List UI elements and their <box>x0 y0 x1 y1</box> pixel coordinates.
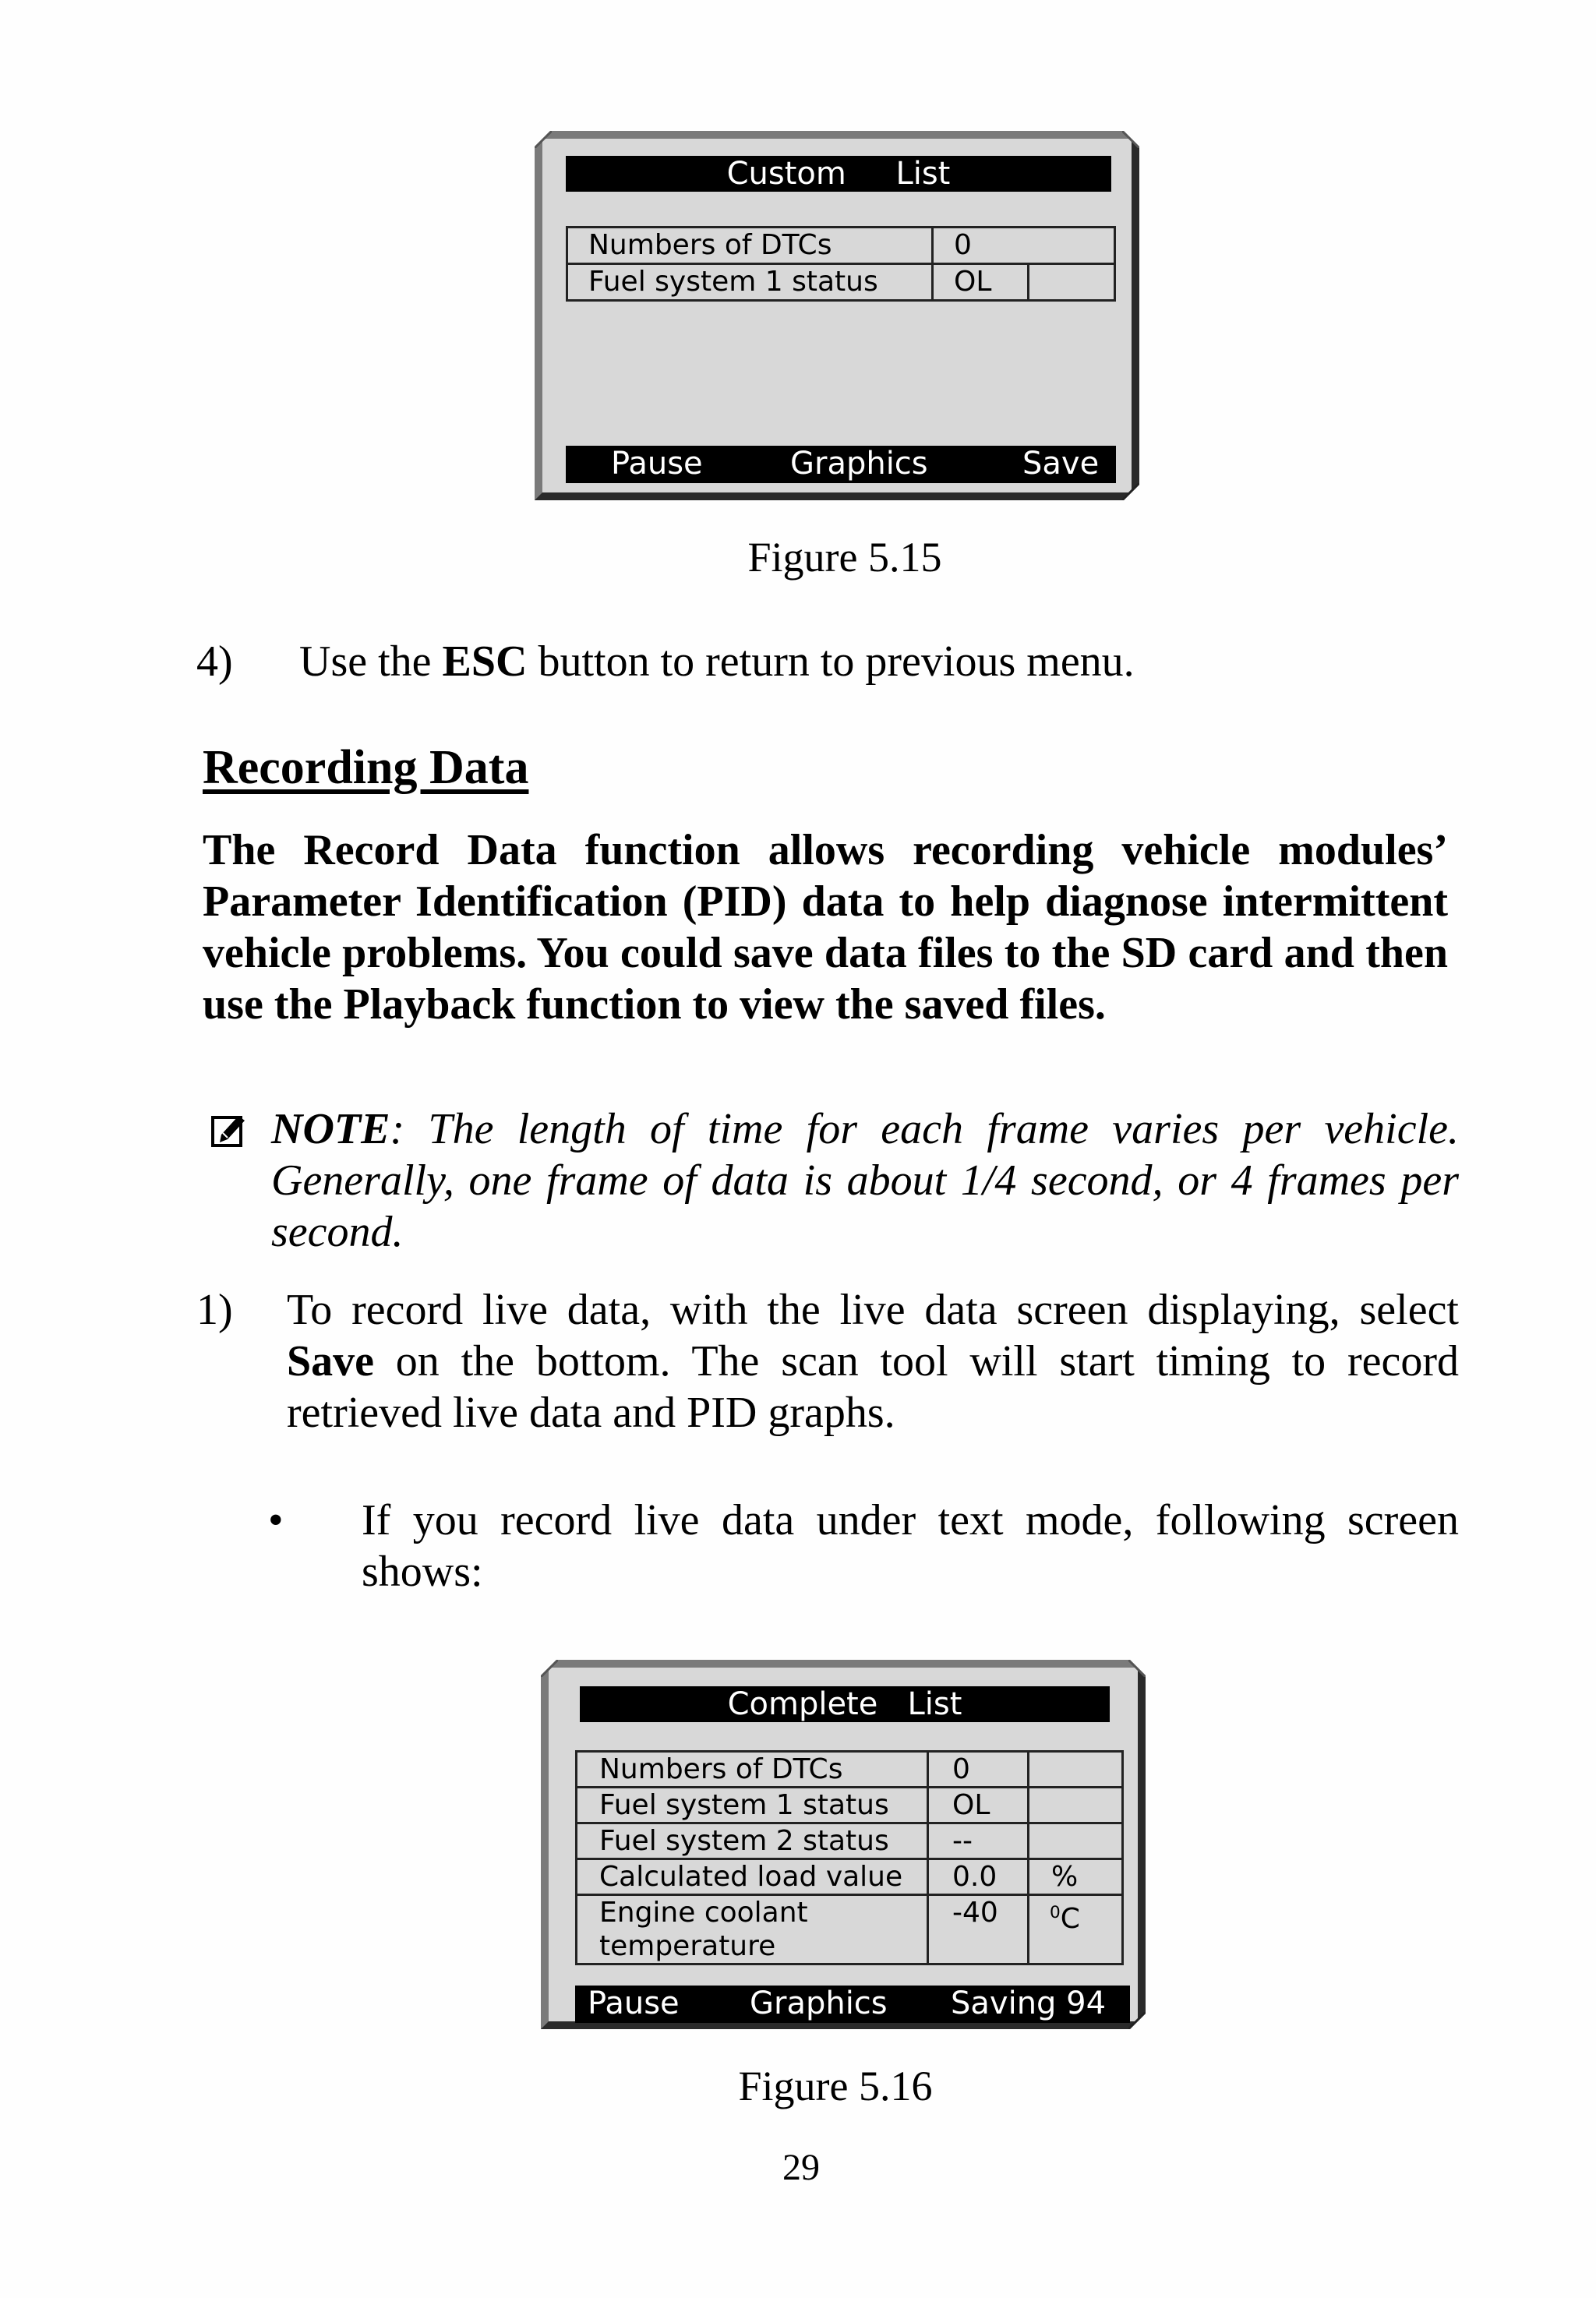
pid-value: OL <box>933 264 1029 301</box>
esc-key: ESC <box>442 637 528 686</box>
pid-name: Fuel system 1 status <box>567 264 933 301</box>
step-text: Use the <box>299 637 443 686</box>
table-row[interactable] <box>567 228 1115 264</box>
pid-name: Engine coolant temperature <box>577 1895 928 1964</box>
step-number: 1) <box>196 1286 233 1334</box>
pid-name: Numbers of DTCs <box>577 1752 928 1788</box>
step-text: To record live data, with the live data screen displaying, select <box>287 1286 1459 1334</box>
pid-unit <box>1029 264 1115 301</box>
save-button[interactable]: Save <box>1022 446 1100 482</box>
screen-corner-bevel <box>1122 483 1139 500</box>
pencil-note-icon <box>210 1111 246 1147</box>
table-row[interactable] <box>577 1823 1123 1859</box>
screen-corner-bevel <box>1128 1660 1146 1677</box>
graphics-button[interactable]: Graphics <box>790 446 928 482</box>
bullet-paragraph: If you record live data under text mode, following screen shows: <box>362 1496 1459 1596</box>
pid-table <box>566 226 1116 302</box>
step-text: button to return to previous menu. <box>527 637 1135 686</box>
pid-value: 0.0 <box>928 1859 1029 1895</box>
bullet-symbol: • <box>268 1496 284 1544</box>
screen-corner-bevel <box>535 131 552 148</box>
table-row[interactable] <box>577 1752 1123 1788</box>
pid-unit <box>1029 1895 1123 1964</box>
pid-unit: % <box>1029 1859 1123 1895</box>
note-paragraph <box>271 1103 1459 1258</box>
saving-status-button[interactable]: Saving 94 <box>951 1986 1107 2021</box>
table-row[interactable] <box>577 1859 1123 1895</box>
save-key: Save <box>287 1337 374 1386</box>
table-row[interactable] <box>577 1788 1123 1823</box>
pid-value: 0 <box>928 1752 1029 1788</box>
pid-value: -- <box>928 1823 1029 1859</box>
pid-unit <box>1029 1788 1123 1823</box>
note-label: NOTE <box>271 1105 390 1153</box>
figure-caption: Figure 5.16 <box>738 2063 933 2109</box>
step-1-paragraph <box>287 1284 1459 1438</box>
pid-name: Fuel system 2 status <box>577 1823 928 1859</box>
screen-corner-bevel <box>1128 2012 1146 2029</box>
scan-tool-screen-custom-list <box>535 131 1139 500</box>
pid-value: 0 <box>933 228 1115 264</box>
screen-corner-bevel <box>541 1660 558 1677</box>
pause-button[interactable]: Pause <box>611 446 703 482</box>
page-number: 29 <box>782 2147 820 2188</box>
unit-text: C <box>1060 1903 1080 1935</box>
step-text: on the bottom. The scan tool will start timing to record retrieved live data and PID graphs. <box>287 1337 1459 1437</box>
note-text: : The length of time for each frame varies per vehicle. Generally, one frame of data is about 1/4 second, or 4 frames per second. <box>271 1105 1459 1256</box>
section-heading: Recording Data <box>203 741 529 794</box>
pid-value: OL <box>928 1788 1029 1823</box>
step-number: 4) <box>196 637 233 686</box>
pid-name: Numbers of DTCs <box>567 228 933 264</box>
pid-unit <box>1029 1823 1123 1859</box>
pid-table <box>575 1750 1124 1965</box>
table-row[interactable] <box>567 264 1115 301</box>
intro-paragraph: The Record Data function allows recording vehicle modules’ Parameter Identification (PID) data to help diagnose intermittent vehicle problems. You could save data files to the SD card and then use the Playback function to view the saved files. <box>203 826 1448 1029</box>
pid-unit <box>1029 1752 1123 1788</box>
pid-name: Calculated load value <box>577 1859 928 1895</box>
screen-bottom-bar <box>575 1986 1130 2023</box>
pause-button[interactable]: Pause <box>588 1986 680 2021</box>
pid-name: Fuel system 1 status <box>577 1788 928 1823</box>
degree-superscript: 0 <box>1050 1903 1061 1922</box>
step-4 <box>196 636 1521 687</box>
screen-title: Custom List <box>566 156 1111 192</box>
screen-corner-bevel <box>1122 131 1139 148</box>
figure-caption: Figure 5.15 <box>747 534 942 581</box>
graphics-button[interactable]: Graphics <box>750 1986 888 2021</box>
screen-bottom-bar <box>566 446 1116 483</box>
scan-tool-screen-complete-list <box>541 1660 1146 2029</box>
pid-value: -40 <box>928 1895 1029 1964</box>
table-row[interactable] <box>577 1895 1123 1964</box>
screen-title: Complete List <box>580 1686 1110 1722</box>
